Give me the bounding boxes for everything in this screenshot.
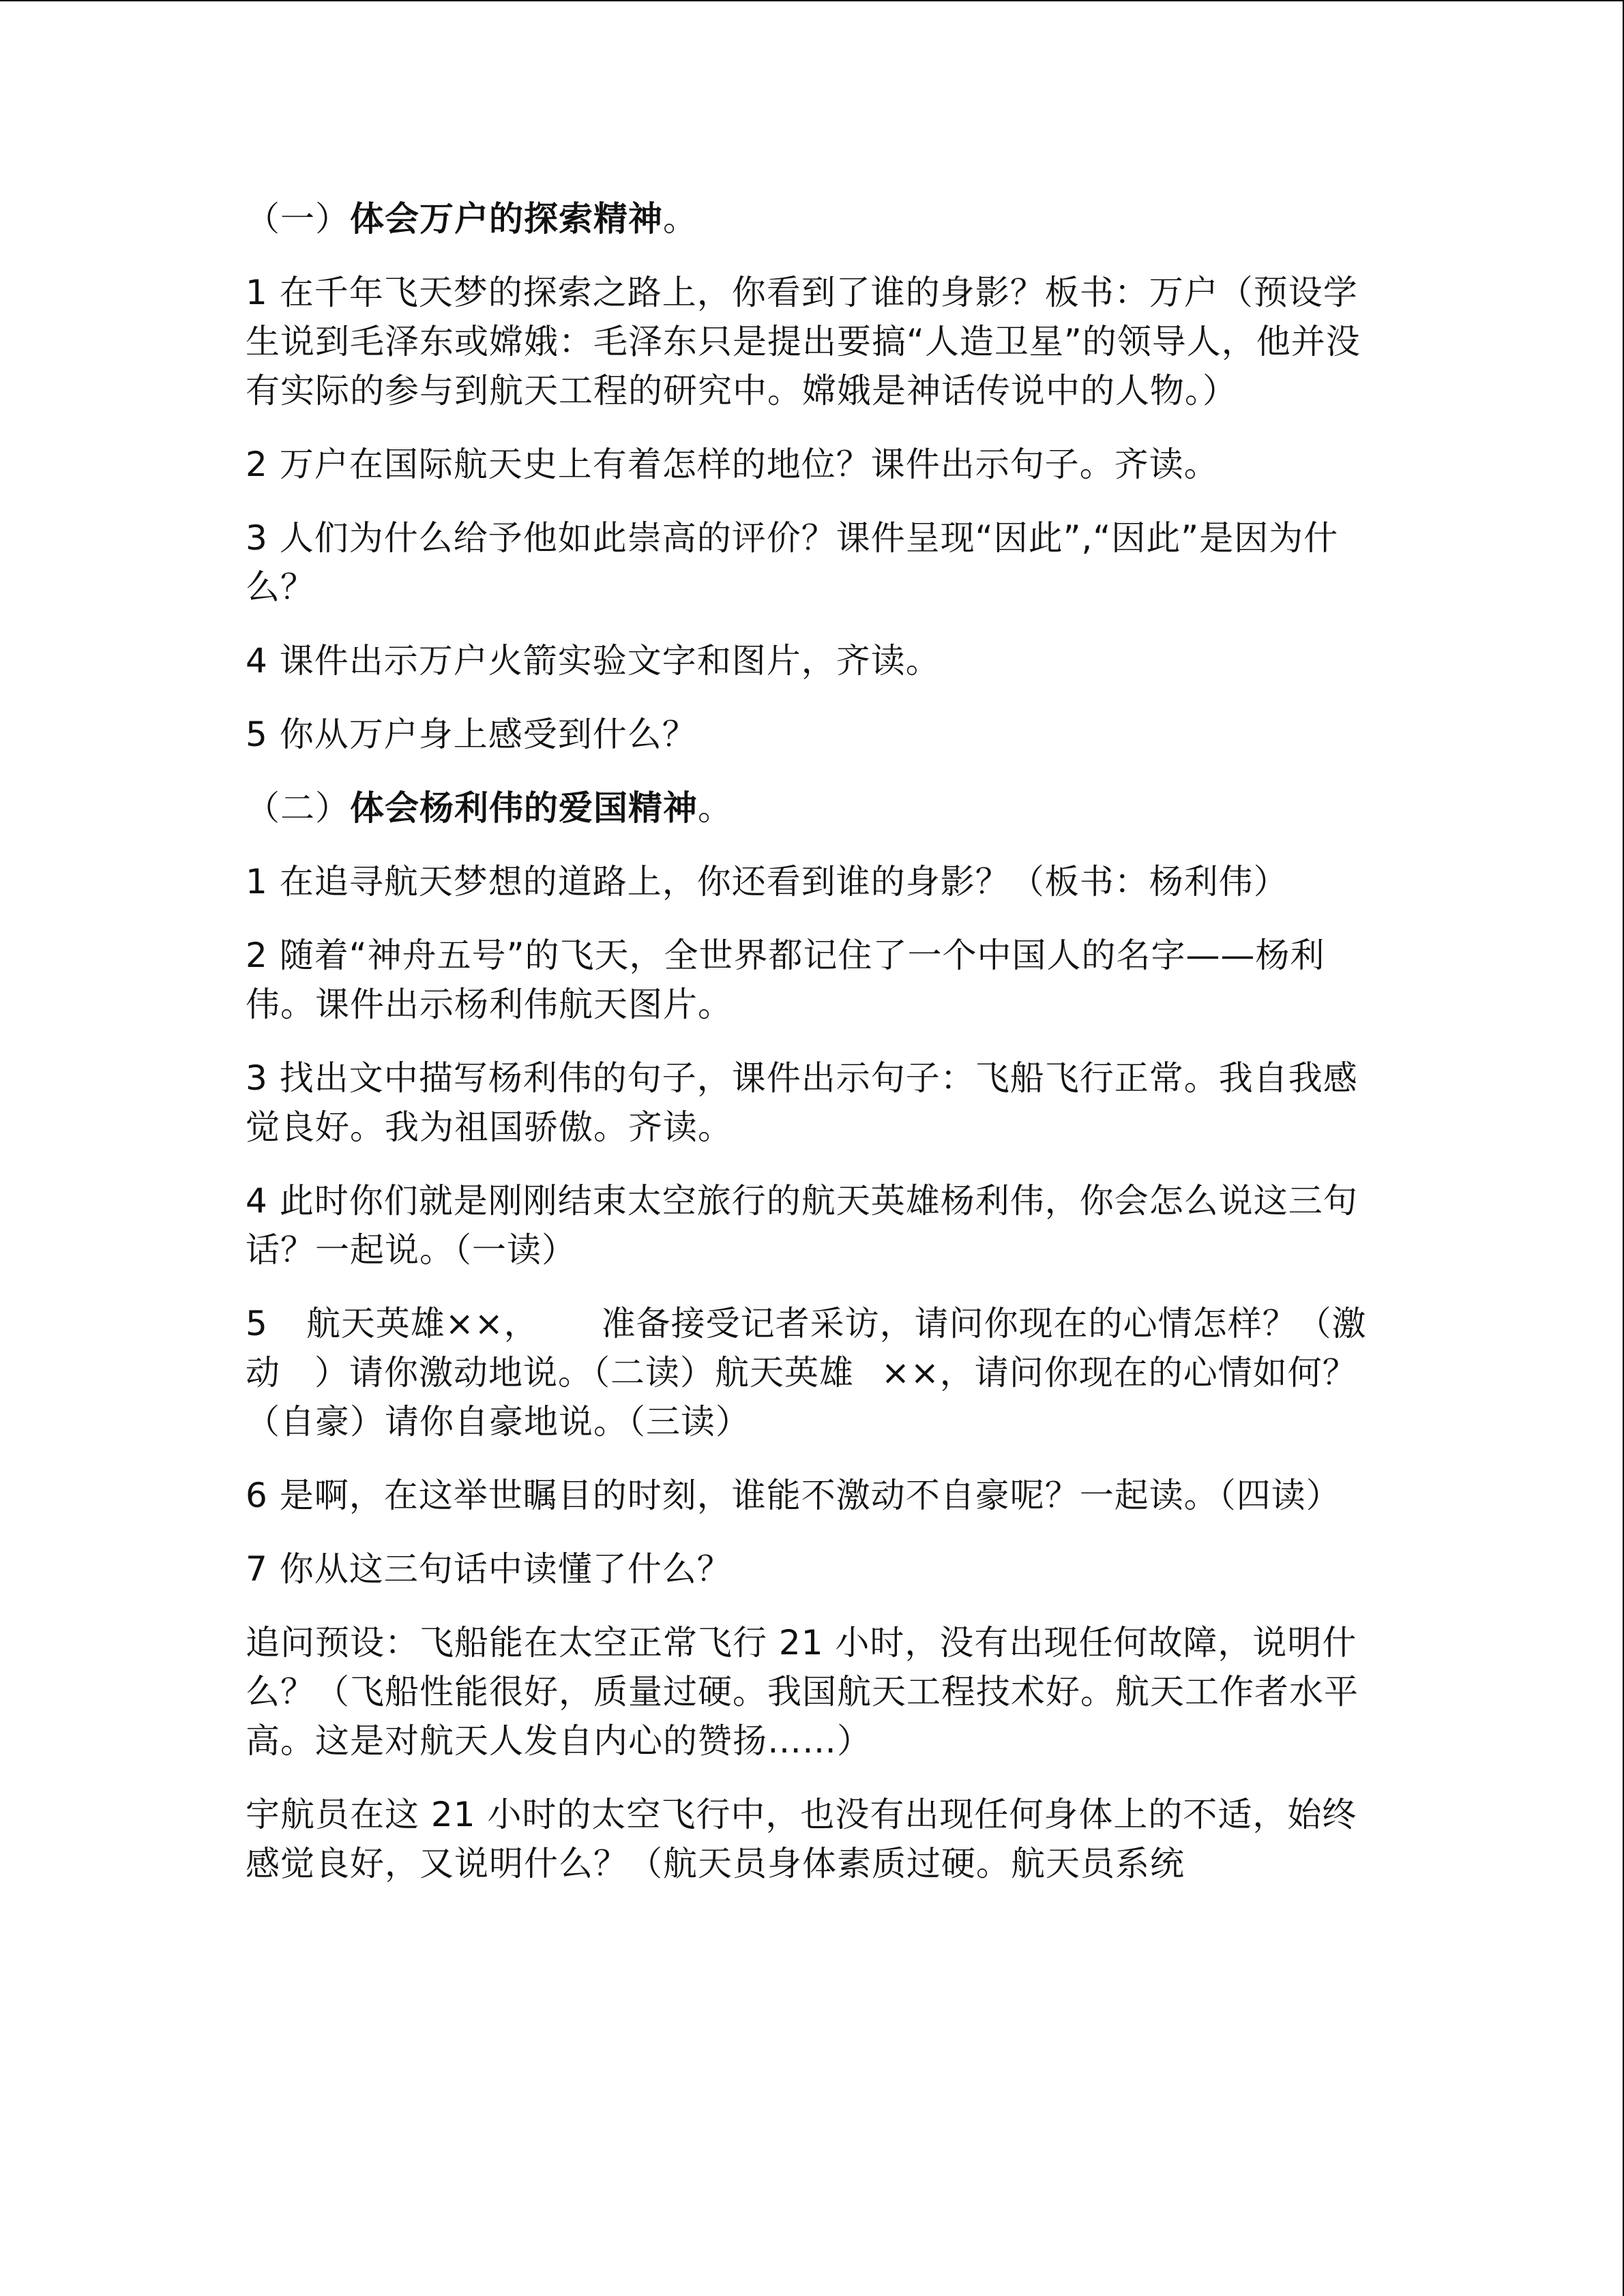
section-heading bbox=[246, 784, 1391, 833]
section-number: （一） bbox=[246, 199, 350, 239]
paragraph: 3 人们为什么给予他如此崇高的评价？课件呈现“因此”,“因此”是因为什么？ bbox=[246, 518, 1339, 607]
section-number: （二） bbox=[246, 788, 350, 828]
paragraph: 1 在追寻航天梦想的道路上，你还看到谁的身影？（板书：杨利伟） bbox=[246, 862, 1288, 901]
section-heading-punct: 。 bbox=[698, 788, 733, 828]
section-heading bbox=[246, 194, 1391, 243]
paragraph: 2 万户在国际航天史上有着怎样的地位？课件出示句子。齐读。 bbox=[246, 445, 1219, 484]
paragraph: 7 你从这三句话中读懂了什么？ bbox=[246, 1549, 732, 1589]
document-body bbox=[246, 194, 1391, 1913]
paragraph: 追问预设：飞船能在太空正常飞行 21 小时，没有出现任何故障，说明什么？（飞船性能很好，质量过硬。我国航天工程技术好。航天工作者水平高。这是对航天人发自内心的赞扬……） bbox=[246, 1623, 1359, 1761]
paragraph: 5 你从万户身上感受到什么？ bbox=[246, 715, 697, 754]
section-title: 体会杨利伟的爱国精神 bbox=[350, 788, 698, 828]
paragraph: 1 在千年飞天梦的探索之路上，你看到了谁的身影？板书：万户（预设学生说到毛泽东或嫦娥：毛泽东只是提出要搞“人造卫星”的领导人，他并没有实际的参与到航天工程的研究中。嫦娥是神话传说中的人物。） bbox=[246, 273, 1361, 411]
paragraph: 宇航员在这 21 小时的太空飞行中，也没有出现任何身体上的不适，始终感觉良好，又说明什么？（航天员身体素质过硬。航天员系统 bbox=[246, 1795, 1357, 1883]
item-number: 5 bbox=[246, 1304, 268, 1343]
paragraph: 4 此时你们就是刚刚结束太空旅行的航天英雄杨利伟，你会怎么说这三句话？一起说。（一读） bbox=[246, 1181, 1358, 1270]
paragraph-item-5 bbox=[246, 1299, 1391, 1446]
item-text: 航天英雄××， bbox=[306, 1304, 539, 1343]
item-text: 准备接受记者采访，请问你现在的心情怎样？（激动 bbox=[246, 1304, 1367, 1392]
item-text: ）请你激动地说。（二读）航天英雄 bbox=[314, 1353, 854, 1392]
paragraph: 4 课件出示万户火箭实验文字和图片，齐读。 bbox=[246, 641, 941, 681]
section-heading-punct: 。 bbox=[663, 199, 698, 239]
paragraph: 6 是啊，在这举世瞩目的时刻，谁能不激动不自豪呢？一起读。（四读） bbox=[246, 1476, 1341, 1515]
paragraph: 2 随着“神舟五号”的飞天，全世界都记住了一个中国人的名字——杨利伟。课件出示杨利伟航天图片。 bbox=[246, 936, 1325, 1024]
paragraph: 3 找出文中描写杨利伟的句子，课件出示句子：飞船飞行正常。我自我感觉良好。我为祖国骄傲。齐读。 bbox=[246, 1058, 1358, 1147]
section-title: 体会万户的探索精神 bbox=[350, 199, 663, 239]
item-text: ××，请问你现在的心情如何？（自豪）请你自豪地说。（三读） bbox=[246, 1353, 1357, 1442]
